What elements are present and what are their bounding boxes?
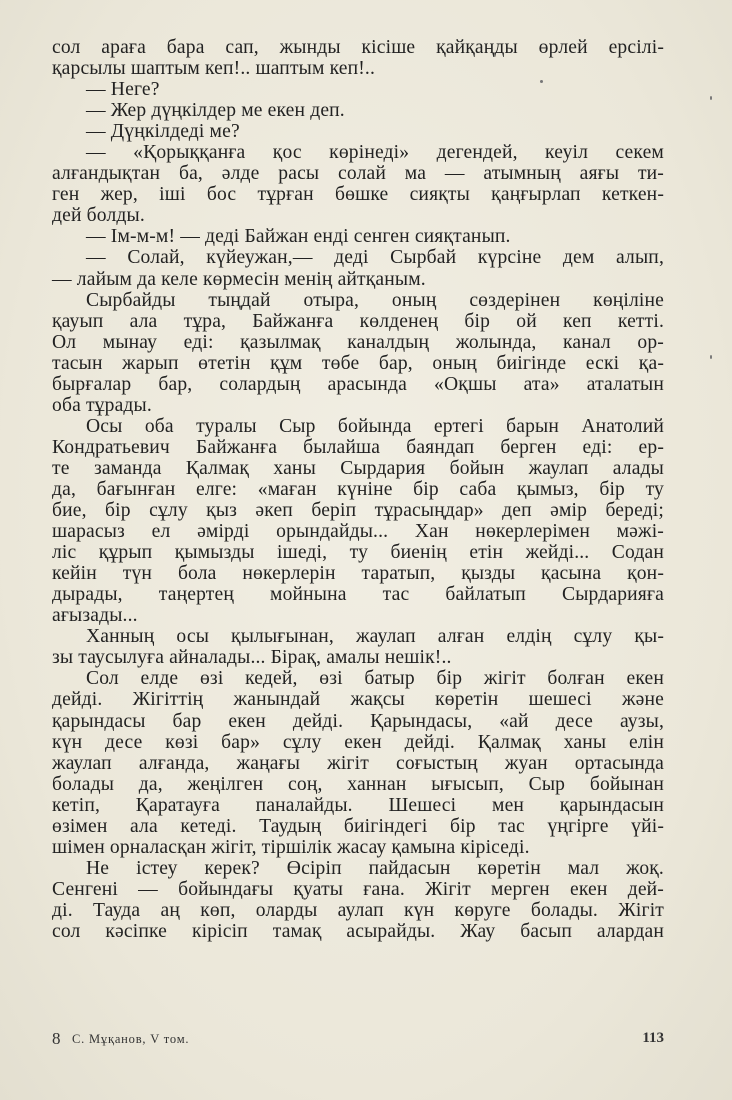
text-line: тасын жарып өтетін құм төбе бар, оның биігінде ескі қа- xyxy=(52,352,664,374)
text-line: Сол елде өзі кедей, өзі батыр бір жігіт болған екен xyxy=(86,668,664,690)
text-line: бие, бір сұлу қыз әкеп беріп тұрасыңдар» деп әмір береді; xyxy=(52,500,664,522)
text-line: қарындасы бар екен дейді. Қарындасы, «ай десе аузы, xyxy=(52,710,664,732)
text-line: — Неге? xyxy=(86,79,160,101)
text-line: ліс құрып қымызды ішеді, ту биенің етін жейді... Содан xyxy=(52,542,664,564)
text-line: Сырбайды тыңдай отыра, оның сөздерінен көңіліне xyxy=(86,289,664,311)
body-text xyxy=(52,37,664,942)
page-footer xyxy=(52,1029,664,1051)
text-line: Ол мынау еді: қазылмақ каналдың жолында, канал ор- xyxy=(52,331,664,353)
text-line: дейді. Жігіттің жанындай жақсы көретін шешесі және xyxy=(52,689,664,711)
text-line: Ханның осы қылығынан, жаулап алған елдің сұлу қы- xyxy=(86,626,664,648)
text-line: — «Қорыққанға қос көрінеді» дегендей, кеуіл секем xyxy=(86,142,664,164)
text-line: дырады, таңертең мойнына тас байлатып Сырдарияға xyxy=(52,584,664,606)
text-line: қауып ала тұра, Байжанға көлденең бір ой кеп кетті. xyxy=(52,310,664,332)
page-number: 113 xyxy=(642,1030,664,1046)
text-line: зы таусылуға айналады... Бірақ, амалы нешік!.. xyxy=(52,647,452,669)
text-line: кейін түн бола нөкерлерін таратып, қызды қасына қон- xyxy=(52,563,664,585)
text-line: оба тұрады. xyxy=(52,394,152,416)
text-line: Кондратьевич Байжанға былайша баяндап берген еді: ер- xyxy=(52,436,664,458)
text-line: бырғалар бар, солардың арасында «Оқшы ата» аталатын xyxy=(52,373,664,395)
text-line: дей болды. xyxy=(52,205,145,227)
text-line: — Ім-м-м! — деді Байжан енді сенген сияқтанып. xyxy=(86,226,511,248)
signature-mark: 8 xyxy=(52,1029,61,1048)
author-volume: С. Мұқанов, V том. xyxy=(72,1032,190,1046)
text-line: сол араға бара сап, жынды кісіше қайқаңды өрлей ерсілі- xyxy=(52,37,664,58)
text-line: Осы оба туралы Сыр бойында ертегі барын Анатолий xyxy=(86,415,664,437)
text-line: шарасыз ел әмірді орындайды... Хан нөкерлерімен мәжі- xyxy=(52,521,664,543)
text-line: қарсылы шаптым кеп!.. шаптым кеп!.. xyxy=(52,58,376,80)
text-line: Не істеу керек? Өсіріп пайдасын көретін мал жоқ. xyxy=(86,857,664,879)
text-line: ағызады... xyxy=(52,605,138,627)
text-line: күн десе көзі бар» сұлу екен дейді. Қалмақ ханы елін xyxy=(52,731,664,753)
text-line: да, бағынған елге: «маған күніне бір саба қымыз, бір ту xyxy=(52,478,664,500)
text-line: жаулап алғанда, жаңағы жігіт соғыстың жуан ортасында xyxy=(52,752,664,774)
text-line: өзімен ала кетеді. Таудың биігіндегі бір тас үңгірге үйі- xyxy=(52,815,664,837)
text-line: — Жер дүңкілдер ме екен деп. xyxy=(86,100,345,122)
text-line: болады да, жеңілген соң, ханнан ығысып, Сыр бойынан xyxy=(52,773,664,795)
ink-speck xyxy=(710,355,712,359)
text-line: алғандықтан ба, әлде расы солай ма — атымның аяғы ти- xyxy=(52,163,664,185)
text-line: шімен орналасқан жігіт, тіршілік жасау қамына кіріседі. xyxy=(52,836,530,858)
text-line: ді. Тауда аң көп, оларды аулап күн көруге болады. Жігіт xyxy=(52,899,664,921)
text-line: — Солай, күйеужан,— деді Сырбай күрсіне дем алып, xyxy=(86,247,664,269)
text-line: — Дүңкілдеді ме? xyxy=(86,121,240,143)
text-line: сол кәсіпке кірісіп тамақ асырайды. Жау басып алардан xyxy=(52,920,664,942)
text-line: Сенгені — бойындағы қуаты ғана. Жігіт мерген екен дей- xyxy=(52,878,664,900)
ink-speck xyxy=(710,96,712,100)
text-line: кетіп, Қаратауға паналайды. Шешесі мен қарындасын xyxy=(52,794,664,816)
text-line: — лайым да келе көрмесін менің айтқаным. xyxy=(52,268,426,290)
text-line: те заманда Қалмақ ханы Сырдария бойын жаулап алады xyxy=(52,457,664,479)
text-line: ген жер, іші бос тұрған бөшке сияқты қаңғырлап кеткен- xyxy=(52,184,664,206)
